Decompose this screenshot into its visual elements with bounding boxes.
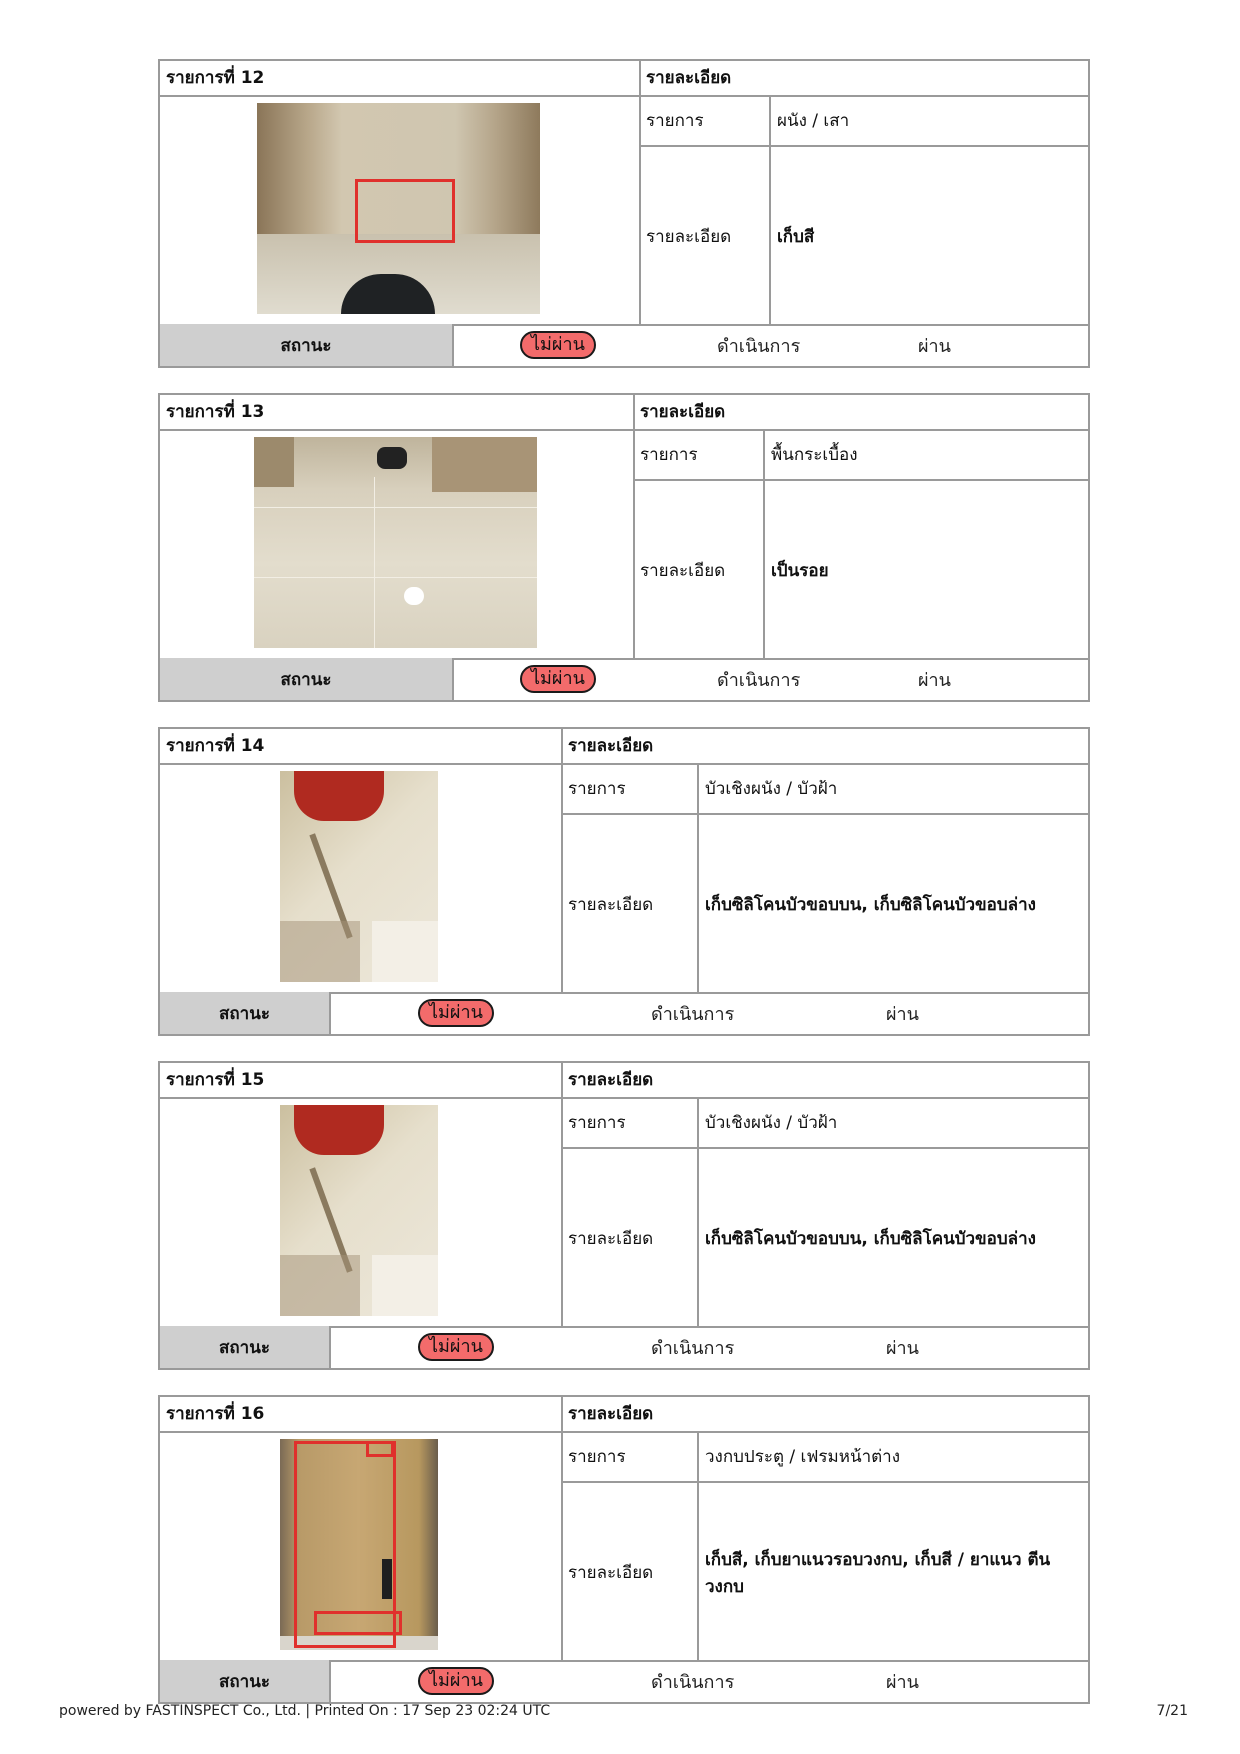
status-label: สถานะ bbox=[160, 658, 452, 700]
item-label: รายการ bbox=[640, 444, 698, 465]
inspection-photo[interactable] bbox=[280, 1439, 438, 1650]
detail-value: เก็บสี, เก็บยาแนวรอบวงกบ, เก็บสี / ยาแนว ตีนวงกบ bbox=[705, 1549, 1051, 1597]
item-title: รายการที่ 16 bbox=[166, 1404, 265, 1424]
item-label: รายการ bbox=[568, 1112, 626, 1133]
item-label: รายการ bbox=[568, 1446, 626, 1467]
inspection-photo[interactable] bbox=[254, 437, 537, 648]
item-value: พื้นกระเบื้อง bbox=[771, 444, 858, 465]
item-label: รายการ bbox=[646, 110, 704, 131]
inspection-item-14 bbox=[158, 727, 1090, 1036]
status-inprogress-option[interactable]: ดำเนินการ bbox=[651, 1671, 735, 1693]
detail-value: เป็นรอย bbox=[771, 561, 829, 581]
item-value: บัวเชิงผนัง / บัวฝ้า bbox=[705, 778, 838, 799]
status-fail-option[interactable]: ไม่ผ่าน bbox=[520, 324, 596, 366]
status-inprogress-option[interactable]: ดำเนินการ bbox=[717, 335, 801, 357]
status-fail-option[interactable]: ไม่ผ่าน bbox=[418, 992, 494, 1034]
footer-powered-by: powered by FASTINSPECT Co., Ltd. | Printed On : 17 Sep 23 02:24 UTC bbox=[59, 1703, 551, 1719]
detail-header: รายละเอียด bbox=[568, 1404, 654, 1424]
status-pass-option[interactable]: ผ่าน bbox=[918, 669, 951, 691]
detail-value: เก็บซิลิโคนบัวขอบบน, เก็บซิลิโคนบัวขอบล่าง bbox=[705, 895, 1036, 915]
inspection-photo[interactable] bbox=[280, 1105, 438, 1316]
item-title: รายการที่ 12 bbox=[166, 68, 265, 88]
defect-marker bbox=[355, 179, 455, 243]
status-fail-option[interactable]: ไม่ผ่าน bbox=[418, 1326, 494, 1368]
status-inprogress-option[interactable]: ดำเนินการ bbox=[651, 1003, 735, 1025]
inspection-photo[interactable] bbox=[257, 103, 540, 314]
status-fail-option[interactable]: ไม่ผ่าน bbox=[520, 658, 596, 700]
inspection-item-15 bbox=[158, 1061, 1090, 1370]
detail-label: รายละเอียด bbox=[568, 1563, 654, 1583]
item-value: วงกบประตู / เฟรมหน้าต่าง bbox=[705, 1446, 901, 1467]
detail-header: รายละเอียด bbox=[640, 402, 726, 422]
defect-marker bbox=[314, 1611, 402, 1635]
detail-label: รายละเอียด bbox=[640, 561, 726, 581]
detail-label: รายละเอียด bbox=[568, 1229, 654, 1249]
inspection-item-13 bbox=[158, 393, 1090, 702]
status-label: สถานะ bbox=[160, 992, 329, 1034]
item-title: รายการที่ 13 bbox=[166, 402, 265, 422]
status-inprogress-option[interactable]: ดำเนินการ bbox=[717, 669, 801, 691]
inspection-item-16 bbox=[158, 1395, 1090, 1704]
item-value: ผนัง / เสา bbox=[777, 110, 850, 131]
detail-header: รายละเอียด bbox=[568, 1070, 654, 1090]
status-label: สถานะ bbox=[160, 324, 452, 366]
status-pass-option[interactable]: ผ่าน bbox=[886, 1671, 919, 1693]
item-title: รายการที่ 14 bbox=[166, 736, 265, 756]
detail-value: เก็บสี bbox=[777, 227, 815, 247]
inspection-item-12 bbox=[158, 59, 1090, 368]
defect-marker bbox=[366, 1441, 394, 1457]
detail-label: รายละเอียด bbox=[568, 895, 654, 915]
detail-header: รายละเอียด bbox=[568, 736, 654, 756]
status-label: สถานะ bbox=[160, 1326, 329, 1368]
item-title: รายการที่ 15 bbox=[166, 1070, 265, 1090]
status-inprogress-option[interactable]: ดำเนินการ bbox=[651, 1337, 735, 1359]
item-label: รายการ bbox=[568, 778, 626, 799]
detail-value: เก็บซิลิโคนบัวขอบบน, เก็บซิลิโคนบัวขอบล่าง bbox=[705, 1229, 1036, 1249]
detail-header: รายละเอียด bbox=[646, 68, 732, 88]
page-number: 7/21 bbox=[1156, 1703, 1188, 1719]
detail-label: รายละเอียด bbox=[646, 227, 732, 247]
status-pass-option[interactable]: ผ่าน bbox=[918, 335, 951, 357]
status-fail-option[interactable]: ไม่ผ่าน bbox=[418, 1660, 494, 1702]
status-label: สถานะ bbox=[160, 1660, 329, 1702]
inspection-photo[interactable] bbox=[280, 771, 438, 982]
status-pass-option[interactable]: ผ่าน bbox=[886, 1337, 919, 1359]
status-pass-option[interactable]: ผ่าน bbox=[886, 1003, 919, 1025]
item-value: บัวเชิงผนัง / บัวฝ้า bbox=[705, 1112, 838, 1133]
